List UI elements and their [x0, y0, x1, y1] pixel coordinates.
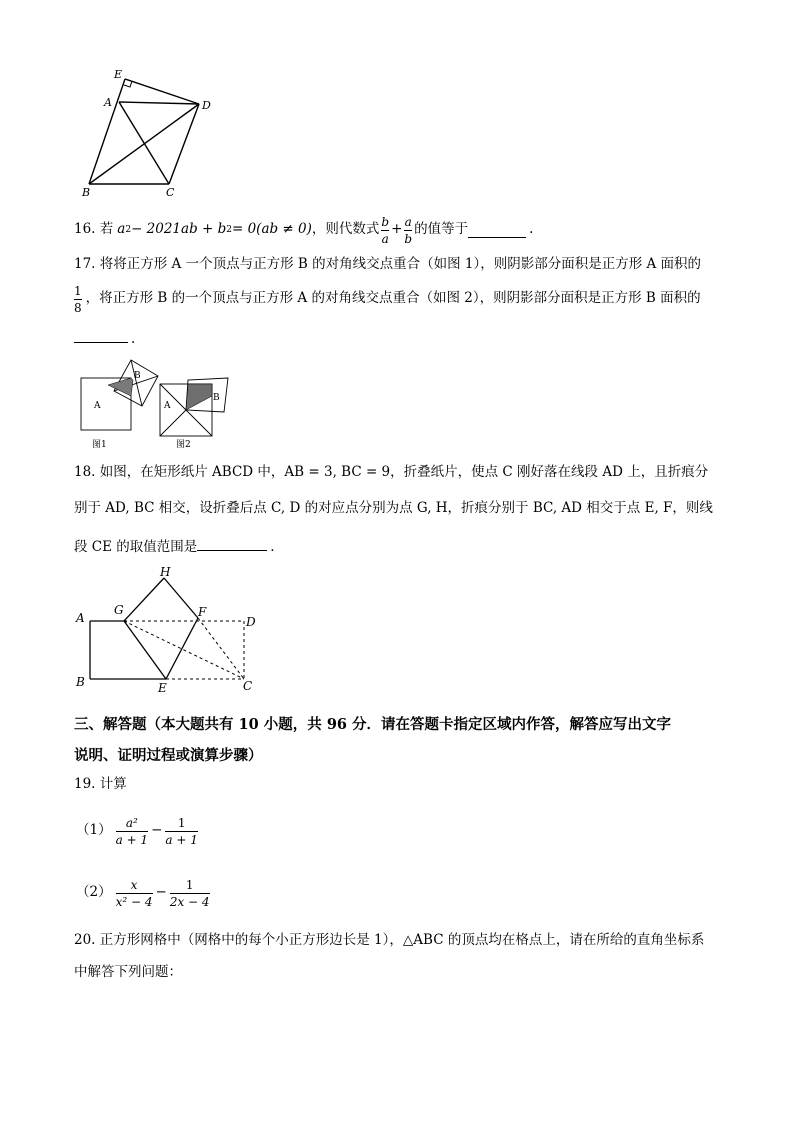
q19-p1-f1-den: a + 1 [115, 832, 149, 847]
q19-p1-minus: − [151, 822, 163, 839]
q19-p2-minus: − [155, 884, 167, 901]
q19-p2-label: （2） [76, 884, 112, 901]
q17-line2-text: ，将正方形 B 的一个顶点与正方形 A 的对角线交点重合（如图 2），则阴影部分面积是正方形 B 面积的 [85, 290, 701, 307]
fig18-line-fe [166, 618, 198, 679]
q19-part1 [76, 812, 198, 850]
fig18-label-g: G [114, 603, 124, 617]
q17-frac-den: 8 [74, 300, 82, 315]
q19-p2-f1-den: x² − 4 [115, 894, 153, 909]
fig2-shaded-region [186, 384, 212, 410]
q19-part2 [76, 874, 210, 912]
fig18-dash-gc [124, 621, 244, 679]
section-3-heading-line1: 三、解答题（本大题共有 10 小题，共 96 分．请在答题卡指定区域内作答，解答应写出文字 [74, 716, 672, 733]
q19-p1-f2-num: 1 [177, 815, 186, 830]
q19-p2-f2-den: 2x − 4 [169, 894, 210, 909]
q16-eq-exp: 2 [125, 224, 132, 235]
q16-then: ，则代数式 [311, 221, 380, 238]
fig1-label-b: B [134, 371, 141, 381]
question-16 [74, 213, 533, 247]
q18-line3 [74, 538, 275, 555]
q18-answer-blank[interactable] [197, 538, 267, 551]
q17-line2 [74, 282, 701, 316]
figure-line-ed [125, 79, 199, 104]
fig1-label-a: A [94, 401, 101, 411]
q19-p1-f1-num: a² [125, 815, 138, 830]
fig1-shaded-wedge [108, 378, 133, 396]
q16-eq-tail: = 0(ab ≠ 0) [231, 221, 312, 238]
q17-line1: 17. 将将正方形 A 一个顶点与正方形 B 的对角线交点重合（如图 1），则阴影部分面积是正方形 A 面积的 [74, 256, 702, 272]
fig18-line-gh [124, 578, 164, 621]
q17-fraction [74, 284, 82, 315]
q16-plus: + [391, 221, 403, 238]
q19-p1-fraction-2 [165, 816, 197, 847]
q17-frac-num: 1 [74, 283, 82, 298]
q16-fraction-a-over-b [404, 215, 412, 246]
q19-p2-fraction-2 [170, 878, 210, 909]
q16-f2-den: b [404, 231, 413, 246]
figure-line-eb [89, 79, 125, 184]
q20-line1: 20. 正方形网格中（网格中的每个小正方形边长是 1），△ABC 的顶点均在格点上，请在所给的直角坐标系 [74, 932, 705, 948]
q19-p2-fraction-1 [116, 878, 153, 909]
q17-line3 [74, 330, 135, 347]
figure-line-ac [119, 102, 169, 184]
q16-fraction-b-over-a [381, 215, 389, 246]
rhombus-figure [76, 66, 226, 200]
q18-line3-text: 段 CE 的取值范围是 [74, 539, 198, 555]
q16-prefix: 16. 若 [74, 221, 114, 238]
fig18-label-e: E [158, 681, 167, 695]
figure-line-cd [169, 104, 199, 184]
q19-p1-label: （1） [76, 822, 112, 839]
q17-end: . [131, 331, 136, 347]
q19-title: 19. 计算 [74, 776, 127, 792]
label-a: A [104, 96, 112, 109]
q16-f1-den: a [381, 231, 389, 246]
figure-line-ad [119, 102, 199, 104]
fig18-label-c: C [243, 679, 253, 693]
label-e: E [114, 68, 123, 81]
q16-answer-blank[interactable] [468, 223, 526, 238]
fig2-label-b: B [213, 393, 220, 403]
label-d: D [202, 99, 211, 112]
q19-p1-f2-den: a + 1 [165, 832, 198, 847]
q19-p2-f2-num: 1 [185, 877, 194, 892]
fig18-label-b: B [76, 675, 85, 689]
q17-answer-blank[interactable] [74, 330, 128, 343]
q19-p2-f1-num: x [130, 877, 138, 892]
fig18-dash-fc [198, 618, 244, 679]
q20-line2: 中解答下列问题： [74, 964, 182, 980]
fig18-label-d: D [246, 615, 256, 629]
fig2-label-a: A [164, 401, 171, 411]
figure-line-bd [89, 104, 199, 184]
fig1-caption: 图1 [92, 440, 107, 450]
q16-suffix: 的值等于 [414, 221, 469, 238]
fig18-label-a: A [76, 611, 85, 625]
fig18-label-f: F [198, 605, 207, 619]
fig18-line-hf [164, 578, 198, 618]
fig2-caption: 图2 [176, 440, 191, 450]
fig18-label-h: H [160, 566, 171, 579]
fig18-line-ge [124, 621, 166, 679]
q18-end: . [270, 539, 275, 555]
section-3-heading-line2: 说明、证明过程或演算步骤） [74, 747, 263, 764]
q17-figures [76, 356, 236, 452]
label-c: C [166, 186, 175, 199]
q18-line2: 别于 AD, BC 相交，设折叠后点 C, D 的对应点分别为点 G, H，折痕分别于 BC, AD 相交于点 E, F，则线 [74, 500, 713, 516]
q16-eq-exp2: 2 [226, 224, 232, 235]
label-b: B [82, 186, 91, 199]
right-angle-mark [124, 81, 132, 87]
q16-eq-a: a [117, 221, 126, 238]
q16-end: . [529, 221, 534, 238]
q16-f2-num: a [404, 214, 412, 229]
q16-f1-num: b [381, 214, 390, 229]
q16-eq-mid: − 2021ab + b [131, 221, 227, 238]
q19-p1-fraction-1 [116, 816, 148, 847]
folding-figure [70, 566, 270, 700]
q18-line1: 18. 如图，在矩形纸片 ABCD 中，AB = 3, BC = 9，折叠纸片，使点 C 刚好落在线段 AD 上，且折痕分 [74, 464, 709, 480]
